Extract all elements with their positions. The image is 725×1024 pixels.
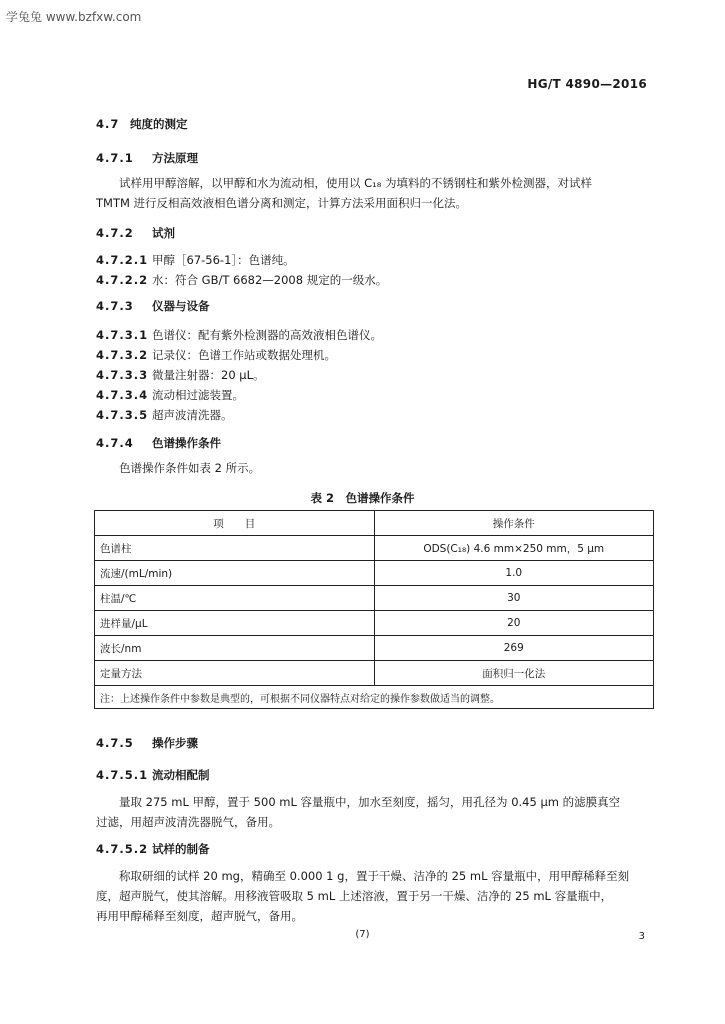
- table-caption: 表 2 色谱操作条件: [310, 491, 415, 505]
- reagent-item: [96, 252, 295, 268]
- table-row: [95, 611, 654, 636]
- footer-page-marker: (7): [355, 929, 370, 940]
- table-note: 注：上述操作条件中参数是典型的，可根据不同仪器特点对给定的操作参数做适当的调整。: [95, 686, 654, 709]
- section-title: 色谱操作条件: [152, 436, 221, 450]
- item-number: 4.7.3.2: [96, 348, 149, 362]
- paragraph-sample-1: 称取研细的试样 20 mg，精确至 0.000 1 g，置于干燥、洁净的 25 mL 容量瓶中，用甲醇稀释至刻: [119, 869, 630, 883]
- section-number: 4.7.2: [96, 226, 134, 240]
- row-label: 色谱柱: [95, 536, 375, 561]
- paragraph-sample-2: 度，超声脱气，使其溶解。用移液管吸取 5 mL 上述溶液，置于另一干燥、洁净的 25 mL 容量瓶中，: [96, 889, 613, 903]
- row-value: 269: [374, 636, 654, 661]
- table-row: [95, 661, 654, 686]
- section-number: 4.7.5: [96, 736, 134, 750]
- row-value: 1.0: [374, 561, 654, 586]
- item-text: 流动相过滤装置。: [152, 388, 244, 402]
- section-title: 操作步骤: [152, 736, 198, 750]
- section-number: 4.7.5.2: [96, 842, 149, 856]
- table-row: [95, 536, 654, 561]
- equipment-item: [96, 367, 265, 383]
- table-row: [95, 636, 654, 661]
- item-number: 4.7.2.2: [96, 273, 149, 287]
- row-label: 流速/(mL/min): [95, 561, 375, 586]
- heading-4-7-4: [96, 435, 221, 451]
- equipment-item: [96, 347, 336, 363]
- row-label: 波长/nm: [95, 636, 375, 661]
- item-number: 4.7.3.4: [96, 388, 149, 402]
- section-title: 流动相配制: [152, 768, 210, 782]
- paragraph-mobile-phase-2: 过滤，用超声波清洗器脱气，备用。: [96, 815, 280, 829]
- section-number: 4.7.4: [96, 436, 134, 450]
- section-title: 试样的制备: [152, 842, 210, 856]
- table-note-row: [95, 686, 654, 709]
- header-condition: 操作条件: [374, 511, 654, 536]
- section-title: 方法原理: [152, 151, 198, 165]
- item-text: 微量注射器：20 μL。: [152, 368, 265, 382]
- section-number: 4.7.3: [96, 299, 134, 313]
- section-title: 仪器与设备: [152, 299, 210, 313]
- equipment-item: [96, 387, 244, 403]
- heading-4-7-1: [96, 150, 198, 166]
- paragraph-conditions: 色谱操作条件如表 2 所示。: [119, 461, 261, 475]
- heading-4-7-5-1: [96, 767, 210, 783]
- heading-4-7-3: [96, 298, 210, 314]
- item-text: 记录仪：色谱工作站或数据处理机。: [152, 348, 336, 362]
- paragraph-sample-3: 再用甲醇稀释至刻度，超声脱气，备用。: [96, 909, 303, 923]
- row-label: 进样量/μL: [95, 611, 375, 636]
- section-title: 试剂: [152, 226, 175, 240]
- item-text: 水：符合 GB/T 6682—2008 规定的一级水。: [152, 273, 388, 287]
- equipment-item: [96, 327, 382, 343]
- row-value: ODS(C₁₈) 4.6 mm×250 mm，5 μm: [374, 536, 654, 561]
- heading-4-7-2: [96, 225, 175, 241]
- item-number: 4.7.3.5: [96, 408, 149, 422]
- header-item: 项 目: [95, 511, 375, 536]
- heading-4-7-5: [96, 735, 198, 751]
- section-title: 纯度的测定: [130, 117, 188, 131]
- paragraph-principle-2: TMTM 进行反相高效液相色谱分离和测定，计算方法采用面积归一化法。: [96, 196, 468, 210]
- paragraph-mobile-phase-1: 量取 275 mL 甲醇，置于 500 mL 容量瓶中，加水至刻度，摇匀，用孔径为 0.45 μm 的滤膜真空: [119, 795, 621, 809]
- reagent-item: [96, 272, 387, 288]
- item-text: 超声波清洗器。: [152, 408, 233, 422]
- paragraph-principle-1: 试样用甲醇溶解，以甲醇和水为流动相，使用以 C₁₈ 为填料的不锈钢柱和紫外检测器，对试样: [119, 176, 593, 190]
- row-label: 定量方法: [95, 661, 375, 686]
- item-number: 4.7.2.1: [96, 253, 149, 267]
- item-number: 4.7.3.3: [96, 368, 149, 382]
- standard-code: HG/T 4890—2016: [527, 77, 647, 91]
- item-text: 甲醇［67-56-1］：色谱纯。: [152, 253, 295, 267]
- item-number: 4.7.3.1: [96, 328, 149, 342]
- table-row: [95, 561, 654, 586]
- row-value: 20: [374, 611, 654, 636]
- equipment-item: [96, 407, 233, 423]
- row-value: 30: [374, 586, 654, 611]
- row-value: 面积归一化法: [374, 661, 654, 686]
- section-number: 4.7.5.1: [96, 768, 149, 782]
- item-text: 色谱仪：配有紫外检测器的高效液相色谱仪。: [152, 328, 382, 342]
- section-number: 4.7: [96, 117, 120, 131]
- heading-4-7-5-2: [96, 841, 210, 857]
- table-header-row: [95, 511, 654, 536]
- heading-4-7: [96, 116, 188, 132]
- watermark: 学兔兔 www.bzfxw.com: [6, 10, 142, 24]
- page-number: 3: [638, 931, 645, 942]
- row-label: 柱温/℃: [95, 586, 375, 611]
- conditions-table: [94, 510, 654, 709]
- table-row: [95, 586, 654, 611]
- section-number: 4.7.1: [96, 151, 134, 165]
